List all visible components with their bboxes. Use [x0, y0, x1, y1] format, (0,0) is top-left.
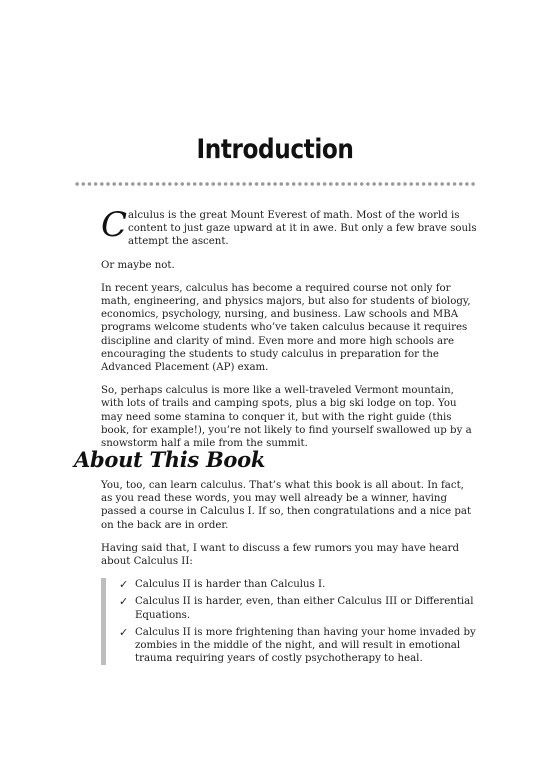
checkmark-icon: ✓: [119, 578, 129, 592]
list-item-text: Calculus II is harder than Calculus I.: [135, 579, 326, 591]
section-text-block: [101, 479, 477, 669]
checkmark-icon: ✓: [119, 625, 129, 639]
list-item: [119, 578, 477, 591]
section-heading: About This Book: [74, 447, 266, 472]
intro-paragraph-3: In recent years, calculus has become a required course not only for math, engineering, and physics majors, but also for students of biology, economics, psychology, nursing, and business. Law schools and MBA programs welcome students who’ve taken calculus because it requires discipline and clarity of mind. Even more and more high schools are encouraging the students to study calculus in preparation for the Advanced Placement (AP) exam.: [101, 282, 471, 374]
section-paragraph-2: Having said that, I want to discuss a few rumors you may have heard about Calculus II:: [101, 542, 460, 568]
checkmark-icon: ✓: [119, 595, 129, 609]
list-item: [119, 626, 477, 666]
list-item-text: Calculus II is more frightening than having your home invaded by zombies in the middle of the night, and will result in emotional trauma requiring years of costly psychotherapy to heal.: [135, 626, 476, 665]
drop-cap: C: [101, 205, 128, 245]
list-item-text: Calculus II is harder, even, than either Calculus III or Differential Equations.: [135, 596, 474, 621]
section-paragraph-1: You, too, can learn calculus. That’s what this book is all about. In fact, as you read these words, you may well already be a winner, having passed a course in Calculus I. If so, then congratulations and a nice pat on the back are in order.: [101, 480, 472, 531]
list-item: [119, 595, 477, 621]
intro-paragraph-2: Or maybe not.: [101, 259, 175, 271]
intro-text-block: [101, 205, 477, 460]
intro-paragraph-4: So, perhaps calculus is more like a well-traveled Vermont mountain, with lots of trails and camping spots, plus a big ski lodge on top. You may need some stamina to conquer it, but with the right guide (this book, for example!), you’re not likely to find yourself swallowed up by a snowstorm half a mile from the summit.: [101, 385, 472, 450]
page-title: Introduction: [196, 134, 354, 165]
rumor-list: [101, 578, 477, 665]
dotted-divider: [74, 181, 476, 187]
intro-paragraph-1-text: alculus is the great Mount Everest of math. Most of the world is content to just gaze upward at it in awe. But only a few brave souls attempt the ascent.: [128, 210, 477, 248]
intro-paragraph-1: [101, 205, 477, 249]
